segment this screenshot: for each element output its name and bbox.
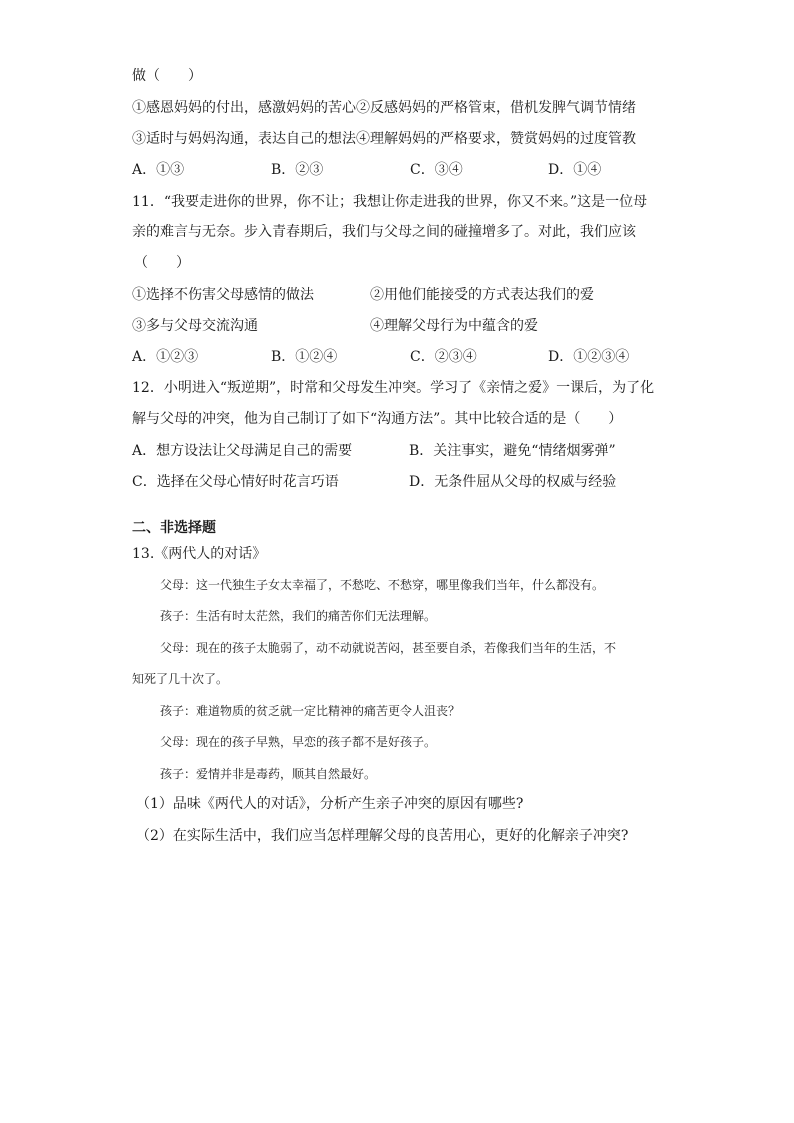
q11-item-4: ④理解父母行为中蕴含的爱 bbox=[370, 318, 538, 334]
q11-item-2: ②用他们能接受的方式表达我们的爱 bbox=[370, 287, 594, 303]
q10-choice-c: C．③④ bbox=[410, 162, 463, 178]
q11-choice-b: B．①②④ bbox=[271, 349, 338, 365]
q12-choice-c: C．选择在父母心情好时花言巧语 bbox=[132, 474, 339, 490]
q11-choice-c: C．②③④ bbox=[410, 349, 477, 365]
q11-stem-line-1: 11．“我要走进你的世界，你不让；我想让你走进我的世界，你又不来。”这是一位母 bbox=[132, 194, 648, 210]
dialog-line-2: 孩子：生活有时太茫然，我们的痛苦你们无法理解。 bbox=[160, 609, 437, 623]
q12-stem-line-2: 解与父母的冲突，他为自己制订了如下“沟通方法”。其中比较合适的是（ ） bbox=[132, 411, 623, 427]
q12-choice-d: D．无条件屈从父母的权威与经验 bbox=[409, 474, 617, 490]
q13-title: 13.《两代人的对话》 bbox=[132, 546, 267, 562]
q10-choice-a: A．①③ bbox=[132, 162, 185, 178]
q13-sub-question-1: （1）品味《两代人的对话》，分析产生亲子冲突的原因有哪些? bbox=[136, 796, 524, 812]
q10-options-line-1: ①感恩妈妈的付出，感激妈妈的苦心②反感妈妈的严格管束，借机发脾气调节情绪 bbox=[132, 100, 636, 116]
q11-choice-d: D．①②③④ bbox=[548, 349, 630, 365]
q10-options-line-2: ③适时与妈妈沟通，表达自己的想法④理解妈妈的严格要求，赞赏妈妈的过度管教 bbox=[132, 131, 636, 147]
q12-choice-b: B．关注事实，避免“情绪烟雾弹” bbox=[409, 443, 616, 459]
dialog-line-7: 孩子：爱情并非是毒药，顺其自然最好。 bbox=[160, 767, 377, 781]
q11-item-3: ③多与父母交流沟通 bbox=[132, 318, 258, 334]
q12-choice-a: A．想方设法让父母满足自己的需要 bbox=[132, 443, 353, 459]
q11-choice-a: A．①②③ bbox=[132, 349, 199, 365]
q10-choice-d: D．①④ bbox=[548, 162, 602, 178]
section-title-non-choice: 二、非选择题 bbox=[132, 520, 216, 536]
dialog-line-1: 父母：这一代独生子女太幸福了，不愁吃、不愁穿，哪里像我们当年，什么都没有。 bbox=[160, 578, 605, 592]
q10-choice-b: B．②③ bbox=[271, 162, 324, 178]
q13-sub-question-2: （2）在实际生活中，我们应当怎样理解父母的良苦用心，更好的化解亲子冲突? bbox=[136, 828, 629, 844]
q10-stem-end: 做（ ） bbox=[132, 68, 202, 84]
q11-stem-line-3: （ ） bbox=[134, 255, 190, 271]
dialog-line-4: 知死了几十次了。 bbox=[132, 672, 229, 686]
dialog-line-6: 父母：现在的孩子早熟，早恋的孩子都不是好孩子。 bbox=[160, 735, 437, 749]
dialog-line-5: 孩子：难道物质的贫乏就一定比精神的痛苦更令人沮丧？ bbox=[160, 704, 461, 718]
q11-stem-line-2: 亲的难言与无奈。步入青春期后，我们与父母之间的碰撞增多了。对此，我们应该 bbox=[132, 224, 636, 240]
q11-item-1: ①选择不伤害父母感情的做法 bbox=[132, 287, 314, 303]
q12-stem-line-1: 12．小明进入“叛逆期”，时常和父母发生冲突。学习了《亲情之爱》一课后，为了化 bbox=[132, 380, 655, 396]
dialog-line-3: 父母：现在的孩子太脆弱了，动不动就说苦闷，甚至要自杀，若像我们当年的生活，不 bbox=[160, 641, 617, 655]
